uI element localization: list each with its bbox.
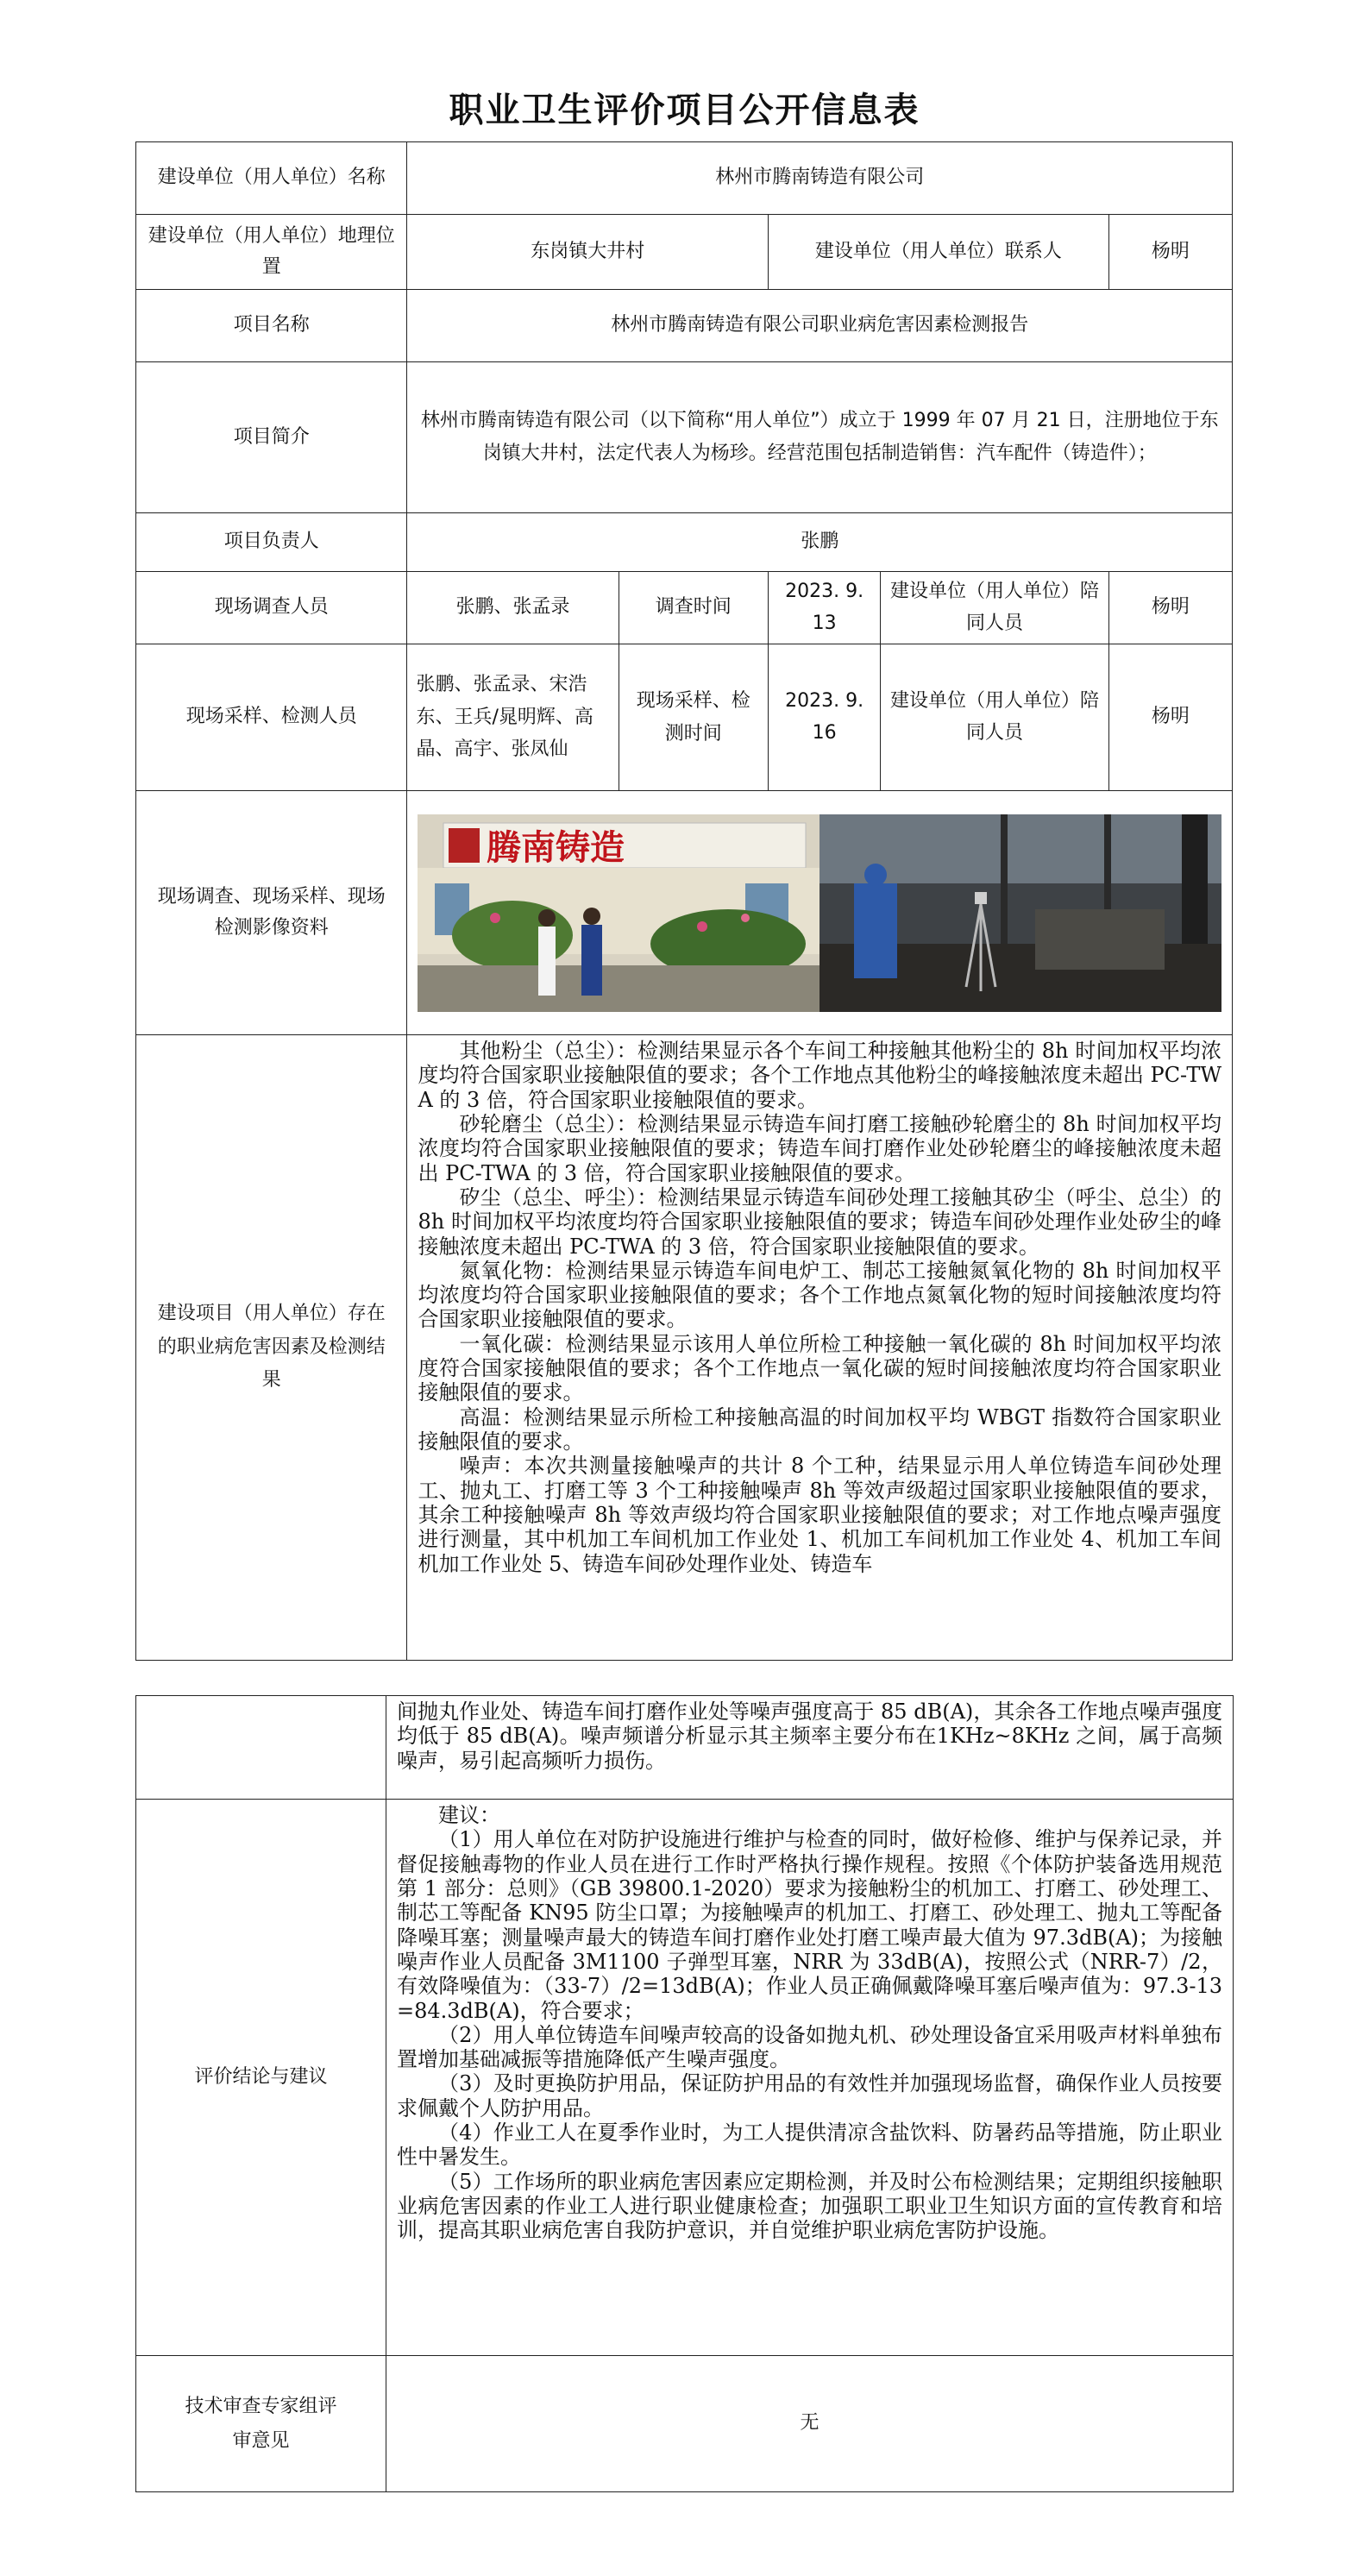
company-gate-photo — [418, 814, 820, 1012]
hazard-paragraph: 氮氧化物：检测结果显示铸造车间电炉工、制芯工接触氮氧化物的 8h 时间加权平均浓度均符合国家职业接触限值的要求；各个工作地点氮氧化物的短时间接触浓度均符合国家职业接触限值的要求。 — [418, 1258, 1221, 1332]
hazard-paragraph: 砂轮磨尘（总尘）：检测结果显示铸造车间打磨工接触砂轮磨尘的 8h 时间加权平均浓度均符合国家职业接触限值的要求；铸造车间打磨作业处砂轮磨尘的峰接触浓度未超出 PC-TWA 的 3 倍，符合国家职业接触限值的要求。 — [418, 1111, 1221, 1185]
survey-time-label: 调查时间 — [619, 572, 769, 644]
project-name-value: 林州市腾南铸造有限公司职业病危害因素检测报告 — [407, 290, 1233, 362]
project-leader-value: 张鹏 — [407, 513, 1233, 572]
hazards-continuation: 间抛丸作业处、铸造车间打磨作业处等噪声强度高于 85 dB(A)，其余各工作地点噪声强度均低于 85 dB(A)。噪声频谱分析显示其主频率主要分布在1KHz~8KHz 之间，属于高频噪声，易引起高频听力损伤。 — [386, 1696, 1234, 1800]
suggestion-item: （5）工作场所的职业病危害因素应定期检测，并及时公布检测结果；定期组织接触职业病危害因素的作业工人进行职业健康检查；加强职工职业卫生知识方面的宣传教育和培训，提高其职业病危害自我防护意识，并自觉维护职业病危害防护设施。 — [397, 2169, 1222, 2243]
unit-name-label: 建设单位（用人单位）名称 — [136, 142, 407, 215]
hazard-paragraph: 噪声：本次共测量接触噪声的共计 8 个工种，结果显示用人单位铸造车间砂处理工、抛丸工、打磨工等 3 个工种接触噪声 8h 等效声级超过国家职业接触限值的要求，其余工种接触噪声 8h 等效声级均符合国家职业接触限值的要求；对工作地点噪声强度进行测量，其中机加工车间机加工作业处 1、机加工车间机加工作业处 4、机加工车间机加工作业处 5、铸造车间砂处理作业处、铸造车 — [418, 1454, 1221, 1576]
review-value: 无 — [386, 2356, 1234, 2492]
suggestion-item: （4）作业工人在夏季作业时，为工人提供清凉含盐饮料、防暑药品等措施，防止职业性中暑发生。 — [397, 2120, 1222, 2170]
sampling-accomp-label: 建设单位（用人单位）陪同人员 — [881, 644, 1109, 791]
review-label: 技术审查专家组评审意见 — [136, 2356, 386, 2492]
page-title: 职业卫生评价项目公开信息表 — [449, 90, 920, 130]
unit-name-value: 林州市腾南铸造有限公司 — [407, 142, 1233, 215]
contact-label: 建设单位（用人单位）联系人 — [769, 215, 1109, 290]
conclusion-label: 评价结论与建议 — [136, 1800, 386, 2356]
hazards-body — [407, 1035, 1233, 1661]
location-label: 建设单位（用人单位）地理位置 — [136, 215, 407, 290]
hazard-paragraph: 矽尘（总尘、呼尘）：检测结果显示铸造车间砂处理工接触其矽尘（呼尘、总尘）的 8h 时间加权平均浓度均符合国家职业接触限值的要求；铸造车间砂处理作业处矽尘的峰接触浓度未超出 PC-TWA 的 3 倍，符合国家职业接触限值的要求。 — [418, 1184, 1221, 1259]
info-table-part1 — [135, 141, 1233, 1661]
location-value: 东岗镇大井村 — [407, 215, 769, 290]
project-intro-label: 项目简介 — [136, 362, 407, 513]
project-leader-label: 项目负责人 — [136, 513, 407, 572]
hazard-paragraph: 高温：检测结果显示所检工种接触高温的时间加权平均 WBGT 指数符合国家职业接触限值的要求。 — [418, 1404, 1221, 1454]
suggestion-item: （3）及时更换防护用品，保证防护用品的有效性并加强现场监督，确保作业人员按要求佩戴个人防护用品。 — [397, 2071, 1222, 2120]
survey-people: 张鹏、张孟录 — [407, 572, 619, 644]
suggestion-item: （2）用人单位铸造车间噪声较高的设备如抛丸机、砂处理设备宜采用吸声材料单独布置增加基础减振等措施降低产生噪声强度。 — [397, 2022, 1222, 2072]
contact-value: 杨明 — [1108, 215, 1232, 290]
project-intro-value: 林州市腾南铸造有限公司（以下简称“用人单位”）成立于 1999 年 07 月 21 日，注册地位于东岗镇大井村，法定代表人为杨珍。经营范围包括制造销售：汽车配件（铸造件）； — [407, 362, 1233, 513]
sampling-label: 现场采样、检测人员 — [136, 644, 407, 791]
sampling-people: 张鹏、张孟录、宋浩东、王兵/晁明辉、高晶、高宇、张凤仙 — [407, 644, 619, 791]
images-label: 现场调查、现场采样、现场检测影像资料 — [136, 791, 407, 1035]
project-name-label: 项目名称 — [136, 290, 407, 362]
workshop-sampling-photo — [820, 814, 1221, 1012]
info-table-part2 — [135, 1695, 1234, 2492]
conclusion-body — [386, 1800, 1234, 2356]
conclusion-heading: 建议： — [438, 1803, 500, 1827]
suggestion-item: （1）用人单位在对防护设施进行维护与检查的同时，做好检修、维护与保养记录，并督促接触毒物的作业人员在进行工作时严格执行操作规程。按照《个体防护装备选用规范 第 1 部分：总则》（GB 39800.1-2020）要求为接触粉尘的机加工、打磨工、砂处理工、制芯工等配备 KN95 防尘口罩；为接触噪声的机加工、打磨工、砂处理工、抛丸工等配备降噪耳塞；测量噪声最大的铸造车间打磨作业处打磨工噪声最大值为 97.3dB(A)；为接触噪声作业人员配备 3M1100 子弹型耳塞，NRR 为 33dB(A)，按照公式（NRR-7）/2，有效降噪值为：（33-7）/2=13dB(A)；作业人员正确佩戴降噪耳塞后噪声值为：97.3-13=84.3dB(A)，符合要求； — [397, 1827, 1222, 2023]
survey-label: 现场调查人员 — [136, 572, 407, 644]
survey-accomp: 杨明 — [1108, 572, 1232, 644]
hazards-label: 建设项目（用人单位）存在的职业病危害因素及检测结果 — [136, 1035, 407, 1661]
sampling-time: 2023. 9. 16 — [769, 644, 881, 791]
hazards-continued-label — [136, 1696, 386, 1800]
sampling-time-label: 现场采样、检测时间 — [619, 644, 769, 791]
hazard-paragraph: 其他粉尘（总尘）：检测结果显示各个车间工种接触其他粉尘的 8h 时间加权平均浓度均符合国家职业接触限值的要求；各个工作地点其他粉尘的峰接触浓度未超出 PC-TWA 的 3 倍，符合国家职业接触限值的要求。 — [418, 1039, 1221, 1112]
survey-accomp-label: 建设单位（用人单位）陪同人员 — [881, 572, 1109, 644]
hazard-paragraph: 一氧化碳：检测结果显示该用人单位所检工种接触一氧化碳的 8h 时间加权平均浓度符合国家接触限值的要求；各个工作地点一氧化碳的短时间接触浓度均符合国家职业接触限值的要求。 — [418, 1331, 1221, 1405]
sampling-accomp: 杨明 — [1108, 644, 1232, 791]
survey-time: 2023. 9. 13 — [769, 572, 881, 644]
sign-text: 腾南铸造 — [487, 827, 625, 868]
